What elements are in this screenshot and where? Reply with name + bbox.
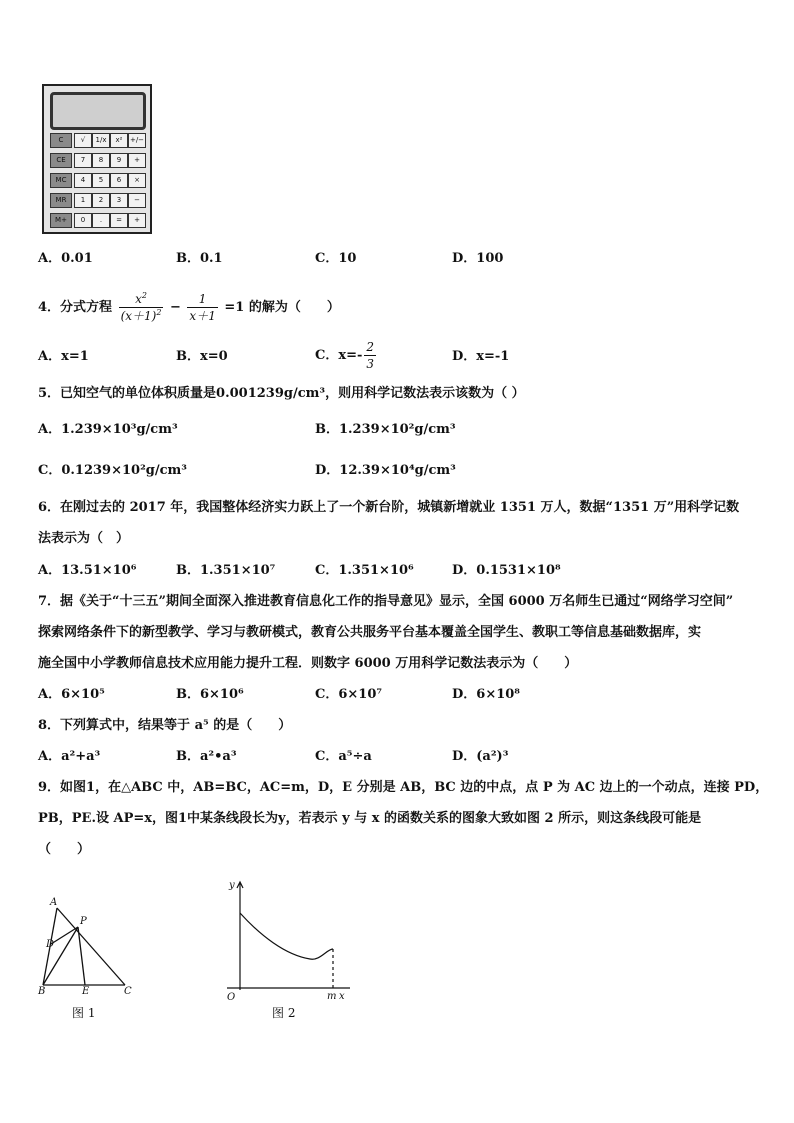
calculator-key: +: [128, 153, 146, 168]
q4-frac2-num: 1: [187, 291, 217, 308]
q7-stem-line-2: 探索网络条件下的新型教学、学习与教研模式，教育公共服务平台基本覆盖全国学生、教职工等信息基础数据库，实: [38, 625, 702, 640]
q7-option-c: C．6×10⁷: [315, 687, 383, 702]
calculator-screen: [50, 92, 146, 130]
q7-option-b: B．6×10⁶: [176, 687, 244, 702]
q5-option-c: C．0.1239×10²g/cm³: [38, 463, 187, 478]
fig2-label-x: x: [339, 991, 345, 1002]
calculator-key: 8: [92, 153, 110, 168]
calculator-key: +: [128, 213, 146, 228]
q8-option-c: C．a⁵÷a: [315, 749, 372, 764]
q6-stem-line-1: 6．在刚过去的 2017 年，我国整体经济实力跃上了一个新台阶，城镇新增就业 1351 万人，数据“1351 万”用科学记数: [38, 500, 740, 515]
calculator-key: √: [74, 133, 92, 148]
calculator-key: 3: [110, 193, 128, 208]
fig2-curve: [240, 913, 333, 959]
fig1-label-c: C: [124, 986, 132, 997]
q9-stem-line-3: （ ）: [38, 842, 91, 857]
calculator-key: .: [92, 213, 110, 228]
q5-option-b: B．1.239×10²g/cm³: [315, 422, 456, 437]
calculator-key: 5: [92, 173, 110, 188]
q9-figure-2: [215, 875, 355, 1005]
q8-option-d: D．(a²)³: [452, 749, 509, 764]
q9-stem-line-1: 9．如图1，在△ABC 中，AB=BC，AC=m，D，E 分别是 AB，BC 边的中点，点 P 为 AC 边上的一个动点，连接 PD，: [38, 780, 769, 795]
q6-option-a: A．13.51×10⁶: [38, 563, 137, 578]
q4-option-a: A．x=1: [38, 349, 89, 364]
fig1-label-p: P: [80, 916, 87, 927]
calculator-key: 7: [74, 153, 92, 168]
q4-frac1-den: (x＋1): [120, 309, 157, 323]
calculator-key: MC: [50, 173, 72, 188]
fig2-label-o: O: [227, 992, 236, 1003]
calculator-key: x²: [110, 133, 128, 148]
q7-stem-line-1: 7．据《关于“十三五”期间全面深入推进教育信息化工作的指导意见》显示，全国 6000 万名师生已通过“网络学习空间”: [38, 594, 734, 609]
q4-frac1-num: x: [135, 292, 142, 306]
q4-fraction-2: [187, 291, 217, 324]
calculator-key: M+: [50, 213, 72, 228]
q9-fig1-caption: 图 1: [72, 1006, 96, 1020]
q3-option-a: A．0.01: [38, 251, 93, 266]
fig1-segment-pd: [51, 927, 78, 944]
q4-option-c-fraction: [364, 339, 376, 372]
q8-stem: 8．下列算式中，结果等于 a⁵ 的是（ ）: [38, 718, 292, 733]
q7-option-d: D．6×10⁸: [452, 687, 520, 702]
fig2-label-y: y: [229, 880, 235, 891]
calculator-key: 1/x: [92, 133, 110, 148]
q3-option-d: D．100: [452, 251, 504, 266]
calculator-key: −: [128, 193, 146, 208]
q5-option-a: A．1.239×10³g/cm³: [38, 422, 178, 437]
q6-option-d: D．0.1531×10⁸: [452, 563, 561, 578]
q4-suffix: =1 的解为（ ）: [224, 300, 340, 315]
calculator-key: MR: [50, 193, 72, 208]
q4-option-c-den: 3: [366, 357, 375, 371]
q4-option-c-prefix: C．x=-: [315, 348, 363, 363]
fig2-label-m: m: [327, 991, 337, 1002]
fig1-label-d: D: [46, 939, 55, 950]
q4-option-c-num: 2: [366, 340, 375, 354]
calculator-key: 6: [110, 173, 128, 188]
fig1-edge-ac: [57, 908, 125, 985]
q9-figure-1: [30, 890, 150, 1010]
q5-option-d: D．12.39×10⁴g/cm³: [315, 463, 456, 478]
calculator-key: 1: [74, 193, 92, 208]
fig1-label-a: A: [50, 897, 58, 908]
q6-option-c: C．1.351×10⁶: [315, 563, 414, 578]
q4-minus: −: [169, 300, 181, 315]
q6-stem-line-2: 法表示为（ ）: [38, 531, 130, 546]
fig1-label-b: B: [38, 986, 46, 997]
q6-option-b: B．1.351×10⁷: [176, 563, 276, 578]
q3-option-b: B．0.1: [176, 251, 223, 266]
q7-option-a: A．6×10⁵: [38, 687, 105, 702]
q3-option-c: C．10: [315, 251, 357, 266]
calculator-key: 9: [110, 153, 128, 168]
q9-fig2-caption: 图 2: [272, 1006, 296, 1020]
calculator-key: 4: [74, 173, 92, 188]
calculator-key: +/−: [128, 133, 146, 148]
calculator-key: 2: [92, 193, 110, 208]
q4-option-c: [315, 336, 378, 376]
q5-stem: 5．已知空气的单位体积质量是0.001239g/cm³，则用科学记数法表示该数为（ ）: [38, 386, 525, 401]
calculator-key: CE: [50, 153, 72, 168]
q8-option-b: B．a²•a³: [176, 749, 237, 764]
calculator-image: [42, 84, 152, 234]
fig1-label-e: E: [82, 986, 90, 997]
q4-option-d: D．x=-1: [452, 349, 510, 364]
q9-stem-line-2: PB，PE.设 AP=x，图1中某条线段长为y，若表示 y 与 x 的函数关系的图象大致如图 2 所示，则这条线段可能是: [38, 811, 702, 826]
calculator-key: 0: [74, 213, 92, 228]
q4-stem: [38, 288, 340, 328]
q4-prefix: 4．分式方程: [38, 300, 113, 315]
q4-option-b: B．x=0: [176, 349, 228, 364]
calculator-key: ×: [128, 173, 146, 188]
q8-option-a: A．a²+a³: [38, 749, 101, 764]
q4-fraction-1: $\frac{x^2}{(x+1)^2}$: [120, 291, 162, 323]
q7-stem-line-3: 施全国中小学教师信息技术应用能力提升工程．则数字 6000 万用科学记数法表示为（ ）: [38, 656, 578, 671]
q4-frac2-den: x＋1: [189, 309, 216, 323]
calculator-key: C: [50, 133, 72, 148]
calculator-key: =: [110, 213, 128, 228]
